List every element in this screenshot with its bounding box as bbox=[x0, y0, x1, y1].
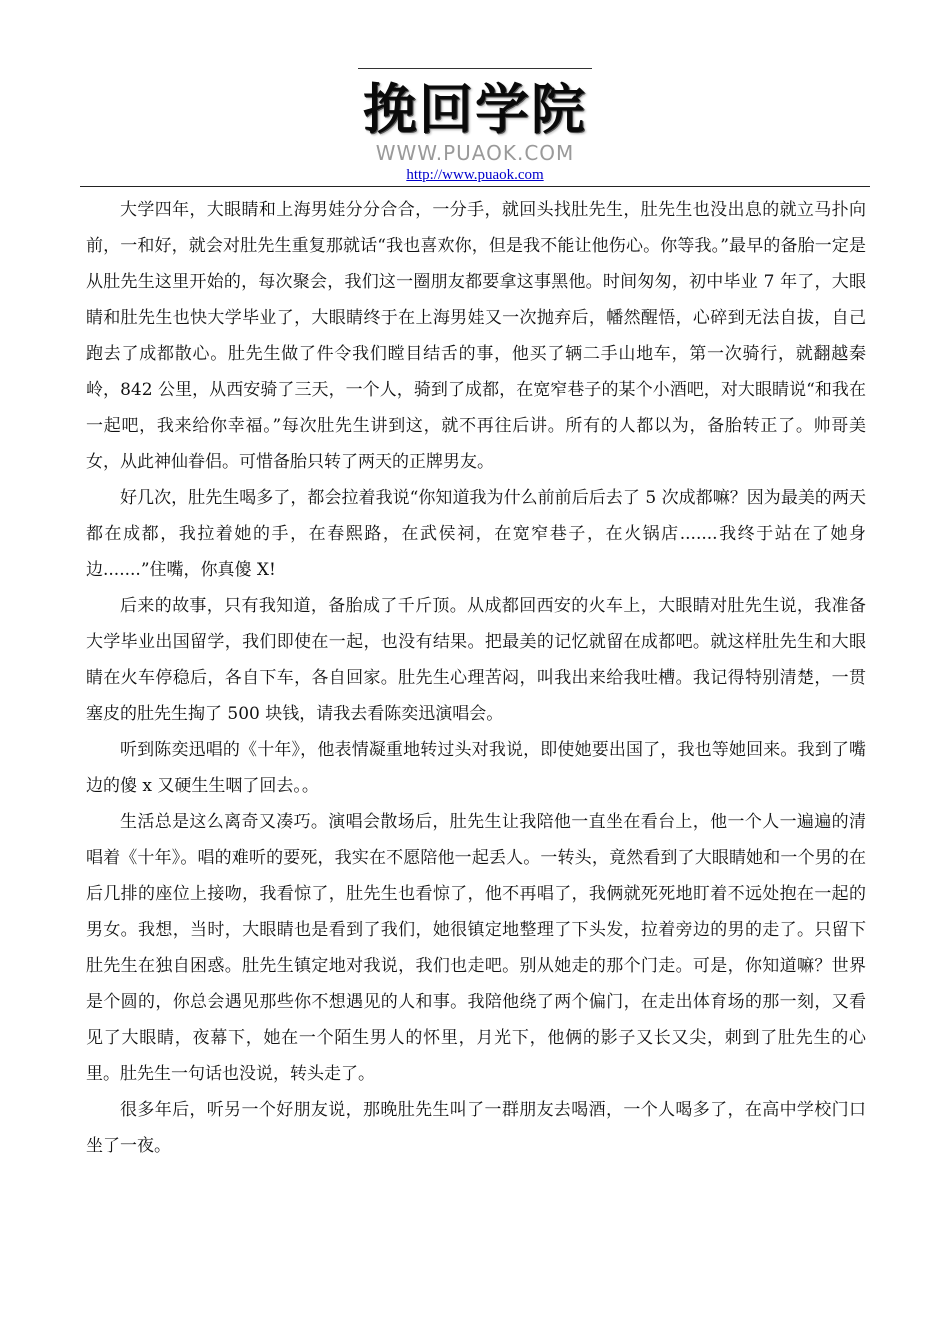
site-url-link[interactable]: http://www.puaok.com bbox=[406, 167, 544, 183]
paragraph: 听到陈奕迅唱的《十年》，他表情凝重地转过头对我说，即使她要出国了，我也等她回来。我到了嘴边的傻 x 又硬生生咽了回去。。 bbox=[86, 740, 866, 796]
logo-subtitle: WWW.PUAOK.COM bbox=[375, 141, 575, 165]
paragraph: 生活总是这么离奇又凑巧。演唱会散场后，肚先生让我陪他一直坐在看台上，他一个人一遍遍的清唱着《十年》。唱的难听的要死，我实在不愿陪他一起丢人。一转头，竟然看到了大眼睛她和一个男的在后几排的座位上接吻，我看惊了，肚先生也看惊了，他不再唱了，我俩就死死地盯着不远处抱在一起的男女。我想，当时，大眼睛也是看到了我们，她很镇定地整理了下头发，拉着旁边的男的走了。只留下肚先生在独自困惑。肚先生镇定地对我说，我们也走吧。别从她走的那个门走。可是，你知道嘛？世界是个圆的，你总会遇见那些你不想遇见的人和事。我陪他绕了两个偏门，在走出体育场的那一刻，又看见了大眼睛，夜幕下，她在一个陌生男人的怀里，月光下，他俩的影子又长又尖，刺到了肚先生的心里。肚先生一句话也没说，转头走了。 bbox=[86, 812, 866, 1084]
site-logo bbox=[358, 78, 592, 164]
paragraph: 后来的故事，只有我知道，备胎成了千斤顶。从成都回西安的火车上，大眼睛对肚先生说，我准备大学毕业出国留学，我们即使在一起，也没有结果。把最美的记忆就留在成都吧。就这样肚先生和大眼睛在火车停稳后，各自下车，各自回家。肚先生心理苦闷，叫我出来给我吐槽。我记得特别清楚，一贯塞皮的肚先生掏了 500 块钱，请我去看陈奕迅演唱会。 bbox=[86, 596, 866, 724]
paragraph: 大学四年，大眼睛和上海男娃分分合合，一分手，就回头找肚先生，肚先生也没出息的就立马扑向前，一和好，就会对肚先生重复那就话“我也喜欢你，但是我不能让他伤心。你等我。”最早的备胎一定是从肚先生这里开始的，每次聚会，我们这一圈朋友都要拿这事黑他。时间匆匆，初中毕业 7 年了，大眼睛和肚先生也快大学毕业了，大眼睛终于在上海男娃又一次抛弃后，幡然醒悟，心碎到无法自拔，自己跑去了成都散心。肚先生做了件令我们瞠目结舌的事，他买了辆二手山地车，第一次骑行，就翻越秦岭，842 公里，从西安骑了三天，一个人，骑到了成都，在宽窄巷子的某个小酒吧，对大眼睛说“和我在一起吧，我来给你幸福。”每次肚先生讲到这，就不再往后讲。所有的人都以为，备胎转正了。帅哥美女，从此神仙眷侣。可惜备胎只转了两天的正牌男友。 bbox=[86, 200, 866, 472]
article-body bbox=[86, 192, 866, 1164]
logo-title: 挽回学院 bbox=[363, 78, 587, 141]
header-divider bbox=[80, 186, 870, 187]
paragraph: 好几次，肚先生喝多了，都会拉着我说“你知道我为什么前前后后去了 5 次成都嘛？因为最美的两天都在成都，我拉着她的手，在春熙路，在武侯祠，在宽窄巷子，在火锅店.......我终于站在了她身边.......”住嘴，你真傻 X! bbox=[86, 488, 867, 580]
logo-top-rule bbox=[358, 68, 592, 69]
paragraph: 很多年后，听另一个好朋友说，那晚肚先生叫了一群朋友去喝酒，一个人喝多了，在高中学校门口坐了一夜。 bbox=[86, 1100, 866, 1156]
